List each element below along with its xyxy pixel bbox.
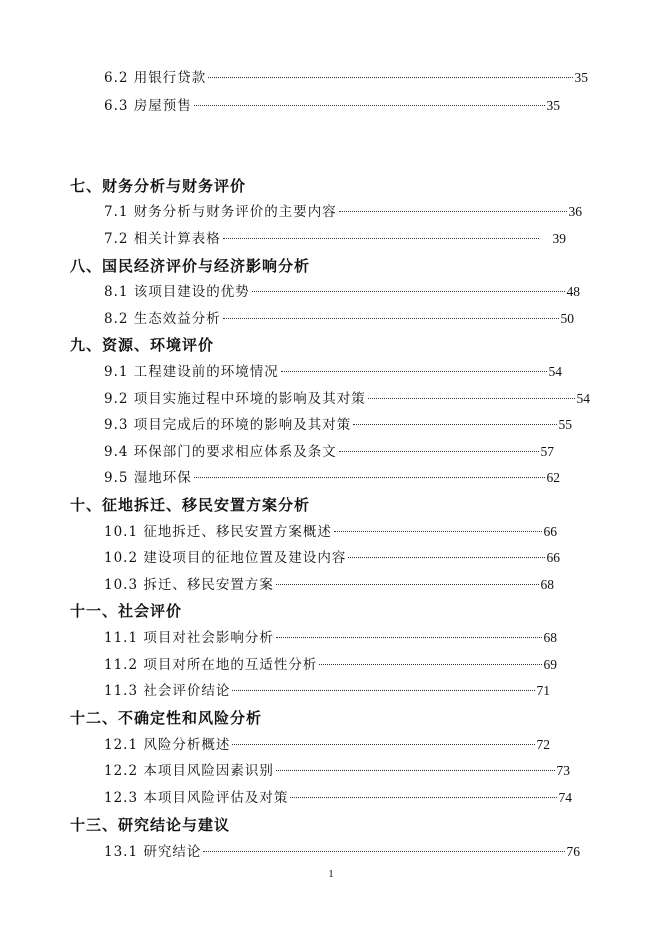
- toc-entry-title: 12.3 本项目风险评估及对策: [104, 790, 289, 806]
- toc-entry-title: 12.1 风险分析概述: [104, 737, 231, 753]
- leader-dots: [194, 477, 545, 478]
- toc-entry-title: 7.1 财务分析与财务评价的主要内容: [104, 204, 337, 220]
- leader-dots: [276, 770, 555, 771]
- leader-dots: [223, 318, 559, 319]
- toc-entry-title: 6.3 房屋预售: [104, 98, 192, 114]
- toc-entry-page: 39: [552, 231, 566, 246]
- leader-dots: [348, 557, 544, 558]
- toc-entry-page: 71: [536, 683, 550, 698]
- toc-entry[interactable]: [104, 680, 550, 702]
- toc-entry-title: 7.2 相关计算表格: [104, 231, 221, 247]
- leader-dots: [208, 77, 572, 78]
- toc-entry-page: 66: [543, 524, 557, 539]
- toc-section-heading[interactable]: 九、资源、环境评价: [70, 336, 215, 354]
- toc-entry-title: 10.3 拆迁、移民安置方案: [104, 577, 274, 593]
- toc-section-heading[interactable]: 十三、研究结论与建议: [70, 816, 231, 834]
- toc-entry-page: 76: [566, 844, 580, 859]
- toc-section-heading[interactable]: 八、国民经济评价与经济影响分析: [70, 257, 311, 275]
- toc-entry[interactable]: [104, 67, 588, 89]
- toc-entry-title: 9.5 湿地环保: [104, 470, 192, 486]
- leader-dots: [203, 851, 564, 852]
- toc-section-heading[interactable]: 十一、社会评价: [70, 602, 183, 620]
- leader-dots: [353, 424, 556, 425]
- toc-entry-page: 35: [574, 70, 588, 85]
- toc-entry-page: 54: [576, 391, 590, 406]
- toc-entry-page: 55: [558, 417, 572, 432]
- toc-entry-page: 72: [536, 737, 550, 752]
- toc-section-heading[interactable]: 七、财务分析与财务评价: [70, 177, 247, 195]
- toc-entry[interactable]: [104, 228, 566, 250]
- leader-dots: [334, 531, 542, 532]
- toc-entry-title: 10.1 征地拆迁、移民安置方案概述: [104, 524, 332, 540]
- leader-dots: [276, 637, 542, 638]
- toc-entry-title: 10.2 建设项目的征地位置及建设内容: [104, 550, 347, 566]
- toc-entry-title: 8.2 生态效益分析: [104, 311, 221, 327]
- leader-dots: [252, 291, 565, 292]
- toc-entry-page: 69: [543, 657, 557, 672]
- toc-entry[interactable]: [104, 574, 554, 596]
- toc-entry-page: 35: [546, 98, 560, 113]
- toc-entry-page: 74: [558, 790, 572, 805]
- toc-section-heading[interactable]: 十二、不确定性和风险分析: [70, 709, 263, 727]
- toc-entry-title: 13.1 研究结论: [104, 844, 202, 860]
- toc-entry-title: 9.1 工程建设前的环境情况: [104, 364, 279, 380]
- toc-entry-title: 6.2 用银行贷款: [104, 70, 207, 86]
- toc-entry-page: 62: [546, 470, 560, 485]
- toc-entry[interactable]: [104, 388, 590, 410]
- toc-entry[interactable]: [104, 627, 557, 649]
- toc-entry[interactable]: [104, 760, 570, 782]
- leader-dots: [368, 398, 575, 399]
- toc-entry-page: 48: [566, 284, 580, 299]
- toc-entry[interactable]: [104, 734, 550, 756]
- toc-entry-title: 11.2 项目对所在地的互适性分析: [104, 657, 318, 673]
- leader-dots: [319, 664, 541, 665]
- toc-entry[interactable]: [104, 281, 580, 303]
- leader-dots: [339, 211, 567, 212]
- toc-entry-page: 73: [556, 763, 570, 778]
- leader-dots: [290, 797, 556, 798]
- leader-dots: [223, 238, 539, 239]
- toc-entry-page: 66: [546, 550, 560, 565]
- toc-entry-title: 11.3 社会评价结论: [104, 683, 231, 699]
- toc-entry-page: 68: [540, 577, 554, 592]
- leader-dots: [232, 744, 534, 745]
- toc-entry[interactable]: [104, 441, 554, 463]
- leader-dots: [232, 690, 534, 691]
- toc-entry[interactable]: [104, 95, 560, 117]
- toc-entry[interactable]: [104, 361, 562, 383]
- toc-entry-page: 36: [568, 204, 582, 219]
- toc-entry-title: 11.1 项目对社会影响分析: [104, 630, 274, 646]
- leader-dots: [281, 371, 547, 372]
- leader-dots: [339, 451, 539, 452]
- toc-entry-page: 68: [543, 630, 557, 645]
- toc-entry-title: 9.2 项目实施过程中环境的影响及其对策: [104, 391, 366, 407]
- toc-entry[interactable]: [104, 787, 572, 809]
- leader-dots: [276, 584, 539, 585]
- page-number: 1: [328, 868, 334, 880]
- toc-entry[interactable]: [104, 841, 580, 863]
- toc-entry[interactable]: [104, 201, 582, 223]
- toc-entry[interactable]: [104, 414, 572, 436]
- toc-entry-page: 57: [540, 444, 554, 459]
- toc-entry[interactable]: [104, 467, 560, 489]
- toc-section-heading[interactable]: 十、征地拆迁、移民安置方案分析: [70, 496, 311, 514]
- toc-entry[interactable]: [104, 308, 574, 330]
- toc-entry[interactable]: [104, 547, 560, 569]
- toc-entry-title: 9.3 项目完成后的环境的影响及其对策: [104, 417, 352, 433]
- toc-entry-title: 12.2 本项目风险因素识别: [104, 763, 274, 779]
- toc-entry-title: 9.4 环保部门的要求相应体系及条文: [104, 444, 337, 460]
- toc-entry-title: 8.1 该项目建设的优势: [104, 284, 250, 300]
- toc-entry-page: 54: [548, 364, 562, 379]
- leader-dots: [194, 105, 545, 106]
- toc-entry[interactable]: [104, 521, 557, 543]
- toc-entry-page: 50: [560, 311, 574, 326]
- toc-entry[interactable]: [104, 654, 557, 676]
